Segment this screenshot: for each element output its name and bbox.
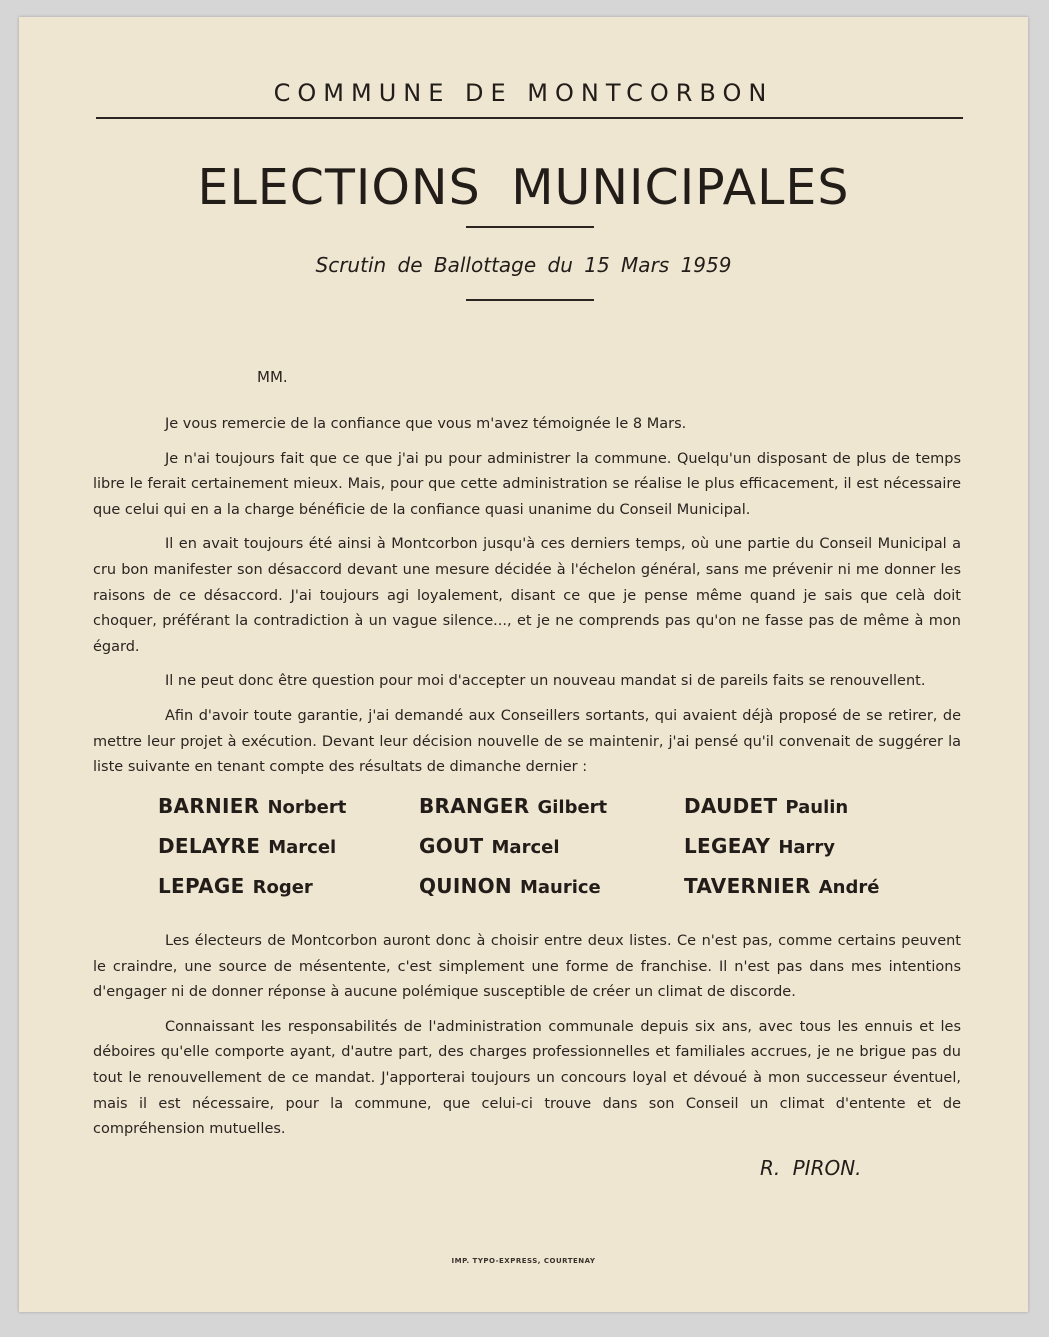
- candidate-last-name: LEPAGE: [158, 874, 245, 898]
- candidate-last-name: TAVERNIER: [684, 874, 811, 898]
- candidate-last-name: DAUDET: [684, 794, 778, 818]
- commune-heading: COMMUNE DE MONTCORBON: [273, 79, 774, 107]
- candidate-first-name: Harry: [778, 837, 836, 858]
- poster-sheet: [19, 17, 1028, 1312]
- page-title: ELECTIONS MUNICIPALES: [197, 159, 850, 216]
- candidate-first-name: Marcel: [491, 837, 560, 858]
- title-divider: [466, 226, 594, 228]
- candidate: [158, 874, 419, 900]
- candidate-first-name: Norbert: [267, 797, 347, 818]
- printer-imprint: IMP. TYPO-EXPRESS, COURTENAY: [451, 1257, 596, 1265]
- candidate: [684, 874, 938, 900]
- candidate-last-name: LEGEAY: [684, 834, 771, 858]
- candidate-first-name: André: [818, 877, 880, 898]
- candidate-last-name: QUINON: [419, 874, 512, 898]
- candidate-first-name: Roger: [252, 877, 313, 898]
- candidate: [419, 794, 684, 820]
- candidate-last-name: GOUT: [419, 834, 484, 858]
- paragraph: Il en avait toujours été ainsi à Montcorbon jusqu'à ces derniers temps, où une partie du Conseil Municipal a cru bon manifester son désaccord devant une mesure décidée à l'échelon général, sans me prévenir ni me donner les raisons de ce désaccord. J'ai toujours agi loyalement, disant ce que je pense même quand je sais que celà doit choquer, préférant la contradiction à un vague silence..., et je ne comprends pas qu'on ne fasse pas de même à mon égard.: [93, 536, 961, 655]
- paragraph: Afin d'avoir toute garantie, j'ai demandé aux Conseillers sortants, qui avaient déjà proposé de se retirer, de mettre leur projet à exécution. Devant leur décision nouvelle de se maintenir, j'ai pensé qu'il convenait de suggérer la liste suivante en tenant compte des résultats de dimanche dernier :: [93, 707, 961, 776]
- candidate-list: [158, 794, 938, 900]
- subtitle: Scrutin de Ballottage du 15 Mars 1959: [315, 253, 732, 277]
- candidate-last-name: DELAYRE: [158, 834, 261, 858]
- candidate: [158, 794, 419, 820]
- top-divider: [96, 117, 963, 119]
- letter-body-closing: [93, 929, 961, 1152]
- candidate-first-name: Gilbert: [537, 797, 608, 818]
- signature: R. PIRON.: [760, 1156, 862, 1180]
- subtitle-divider: [466, 299, 594, 301]
- candidate-first-name: Paulin: [785, 797, 849, 818]
- candidate-last-name: BRANGER: [419, 794, 530, 818]
- candidate: [684, 794, 938, 820]
- candidate-last-name: BARNIER: [158, 794, 260, 818]
- paragraph: Les électeurs de Montcorbon auront donc à choisir entre deux listes. Ce n'est pas, comme certains peuvent le craindre, une source de mésentente, c'est simplement une forme de franchise. Il n'est pas dans mes intentions d'engager ni de donner réponse à aucune polémique susceptible de créer un climat de discorde.: [93, 933, 961, 1001]
- salutation: MM.: [257, 368, 288, 386]
- paragraph: Je vous remercie de la confiance que vous m'avez témoignée le 8 Mars.: [165, 416, 687, 432]
- candidate-first-name: Maurice: [519, 877, 601, 898]
- paragraph: Connaissant les responsabilités de l'administration communale depuis six ans, avec tous les ennuis et les déboires qu'elle comporte ayant, d'autre part, des charges professionnelles et familiales accrues, je ne brigue pas du tout le renouvellement de ce mandat. J'apporterai toujours un concours loyal et dévoué à mon successeur éventuel, mais il est nécessaire, pour la commune, que celui-ci trouve dans son Conseil un climat d'entente et de compréhension mutuelles.: [93, 1018, 961, 1138]
- letter-body-intro: [93, 412, 961, 790]
- candidate-first-name: Marcel: [268, 837, 337, 858]
- candidate: [158, 834, 419, 860]
- candidate: [684, 834, 938, 860]
- paragraph: Il ne peut donc être question pour moi d'accepter un nouveau mandat si de pareils faits se renouvellent.: [165, 673, 926, 690]
- candidate: [419, 834, 684, 860]
- paragraph: Je n'ai toujours fait que ce que j'ai pu pour administrer la commune. Quelqu'un disposant de plus de temps libre le ferait certainement mieux. Mais, pour que cette administration se réalise le plus efficacement, il est nécessaire que celui qui en a la charge bénéficie de la confiance quasi unanime du Conseil Municipal.: [93, 450, 961, 518]
- candidate: [419, 874, 684, 900]
